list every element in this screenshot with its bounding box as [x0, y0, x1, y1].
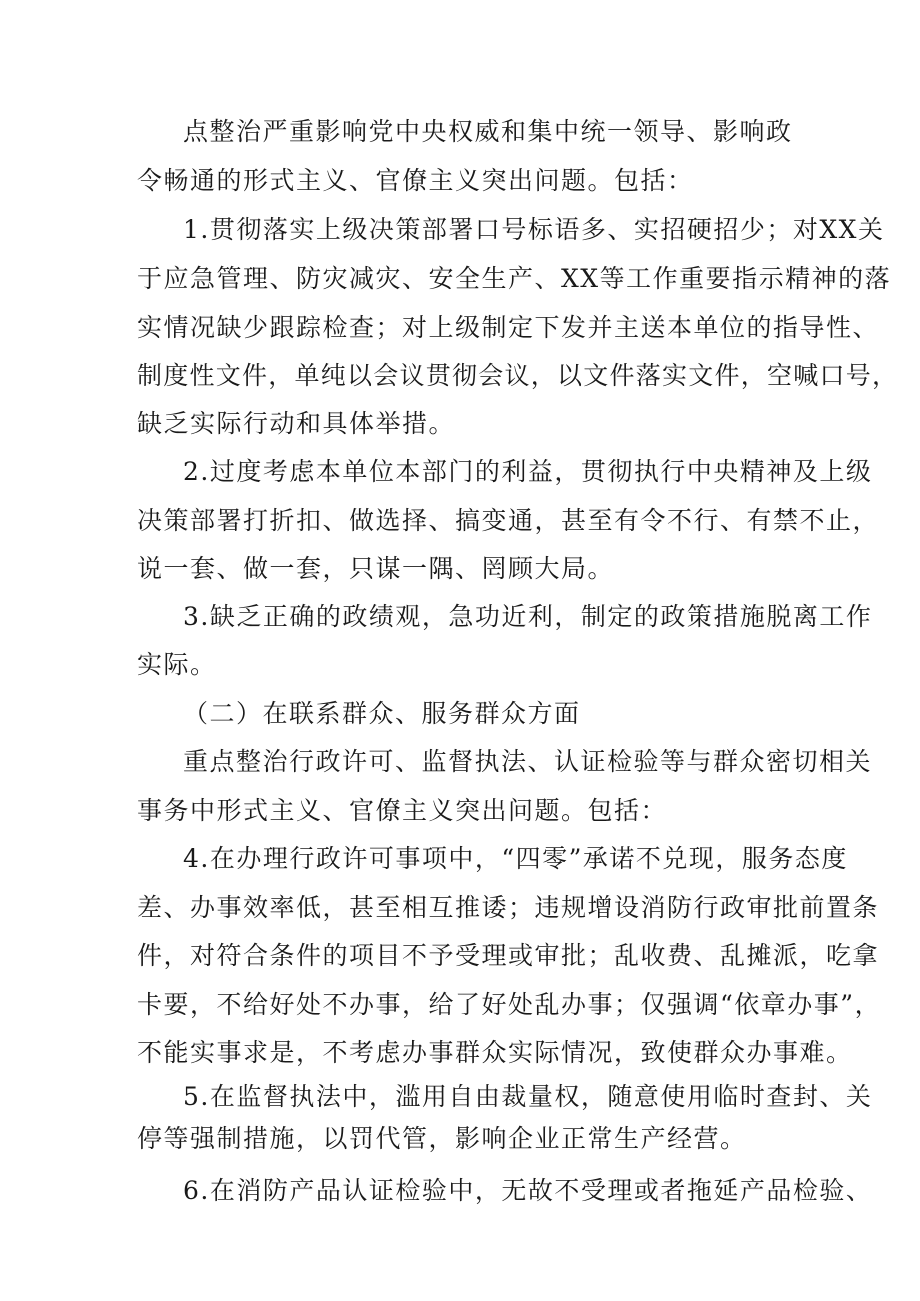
section-heading: （二）在联系群众、服务群众方面: [183, 699, 581, 728]
item-5-line-2: 停等强制措施，以罚代管，影响企业正常生产经营。: [137, 1124, 747, 1153]
item-2-line-3: 说一套、做一套，只谋一隅、罔顾大局。: [137, 554, 615, 583]
item-4-line-4: 卡要，不给好处不办事，给了好处乱办事；仅强调“依章办事”，: [137, 990, 882, 1019]
item-5-line-1: 5.在监督执法中，滥用自由裁量权，随意使用临时查封、关: [183, 1082, 873, 1111]
item-1-line-3: 实情况缺少跟踪检查；对上级制定下发并主送本单位的指导性、: [137, 313, 880, 342]
item-6-line-1: 6.在消防产品认证检验中，无故不受理或者拖延产品检验、: [183, 1176, 873, 1205]
item-4-line-1: 4.在办理行政许可事项中，“四零”承诺不兑现，服务态度: [183, 844, 848, 873]
body-line-1: 点整治严重影响党中央权威和集中统一领导、影响政: [183, 117, 793, 146]
item-2-line-1: 2.过度考虑本单位本部门的利益，贯彻执行中央精神及上级: [183, 457, 873, 486]
item-4-line-5: 不能实事求是，不考虑办事群众实际情况，致使群众办事难。: [137, 1038, 853, 1067]
item-3-line-2: 实际。: [137, 650, 217, 679]
item-3-line-1: 3.缺乏正确的政绩观，急功近利，制定的政策措施脱离工作: [183, 602, 873, 631]
section-intro-line-2: 事务中形式主义、官僚主义突出问题。包括：: [137, 796, 668, 825]
item-2-line-2: 决策部署打折扣、做选择、搞变通，甚至有令不行、有禁不止，: [137, 506, 880, 535]
section-intro-line-1: 重点整治行政许可、监督执法、认证检验等与群众密切相关: [183, 747, 873, 776]
body-line-2: 令畅通的形式主义、官僚主义突出问题。包括：: [137, 166, 694, 195]
item-1-line-2: 于应急管理、防灾减灾、安全生产、XX等工作重要指示精神的落: [137, 264, 892, 293]
item-1-line-1: 1.贯彻落实上级决策部署口号标语多、实招硬招少；对XX关: [183, 215, 885, 244]
item-4-line-2: 差、办事效率低，甚至相互推诿；违规增设消防行政审批前置条: [137, 893, 880, 922]
item-4-line-3: 件，对符合条件的项目不予受理或审批；乱收费、乱摊派，吃拿: [137, 941, 880, 970]
item-1-line-4: 制度性文件，单纯以会议贯彻会议，以文件落实文件，空喊口号，: [137, 361, 899, 390]
item-1-line-5: 缺乏实际行动和具体举措。: [137, 409, 456, 438]
